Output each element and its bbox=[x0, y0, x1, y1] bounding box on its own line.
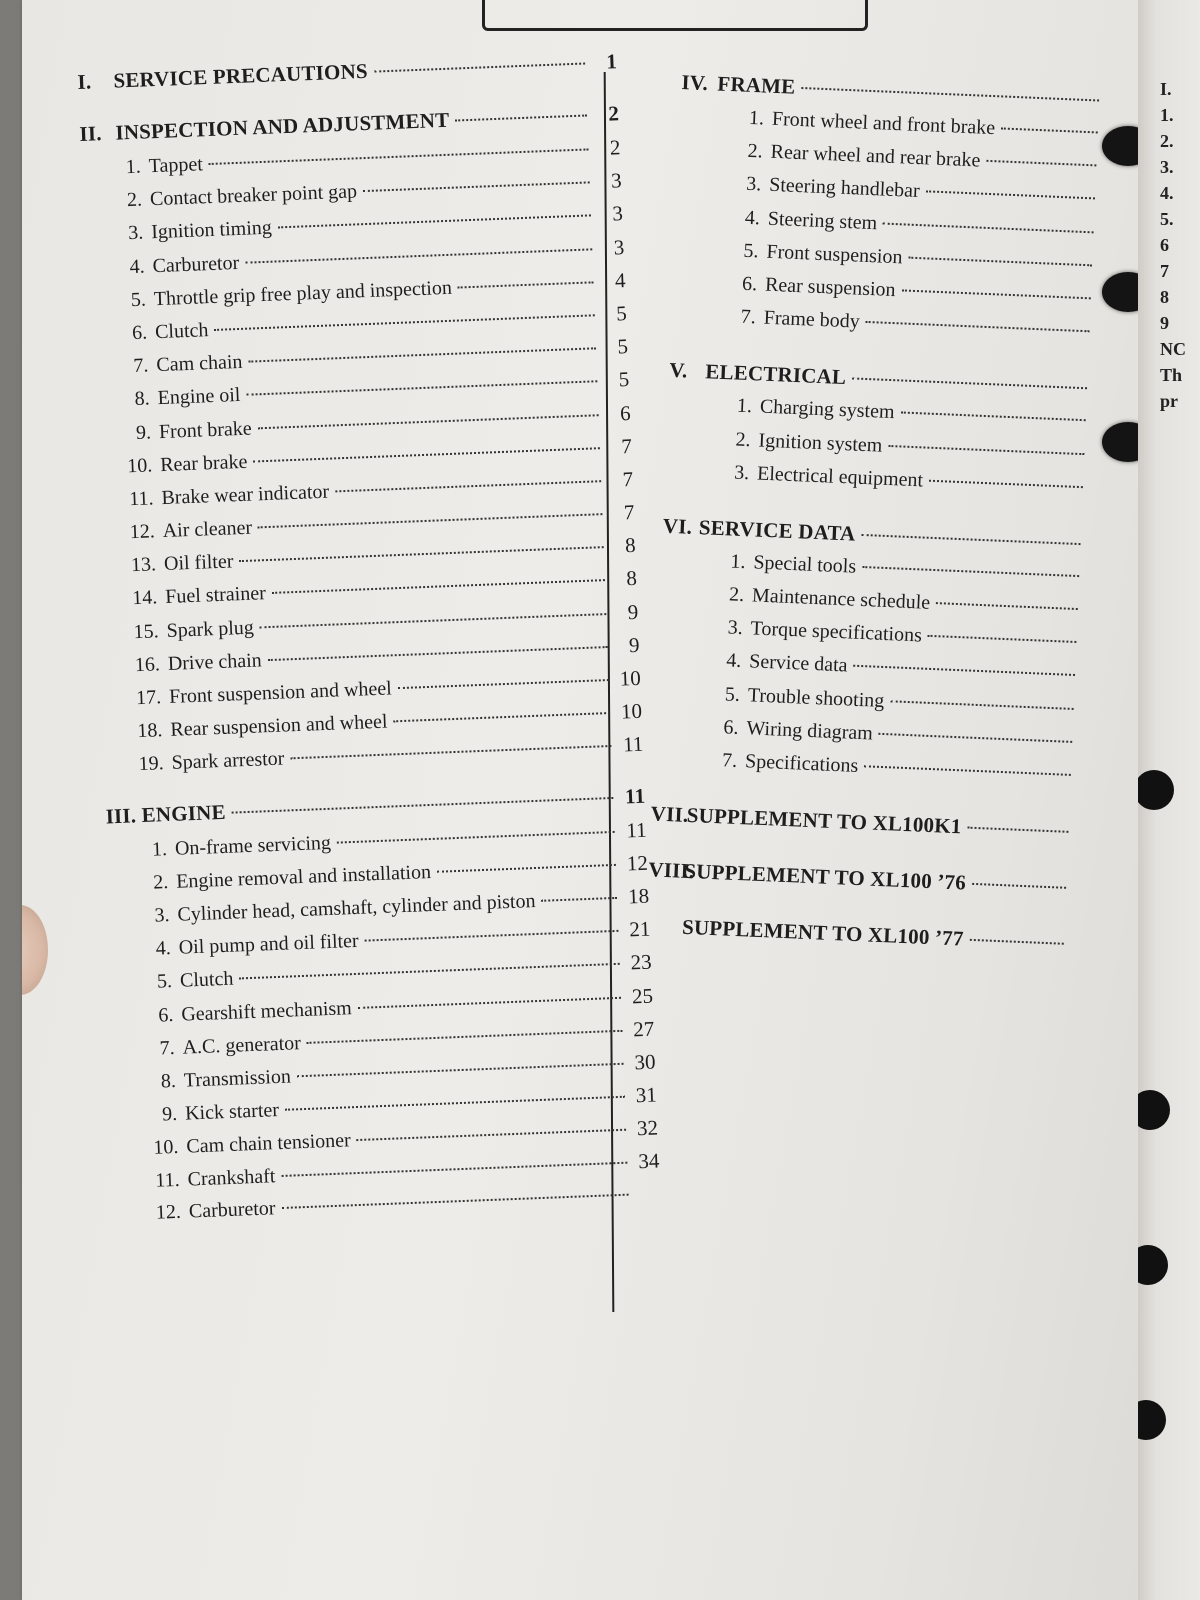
entry-number: 10. bbox=[153, 1136, 179, 1160]
entry-number: 3. bbox=[154, 904, 170, 927]
dot-leader bbox=[246, 381, 597, 396]
entry-title: Contact breaker point gap bbox=[149, 180, 358, 211]
dot-leader bbox=[967, 827, 1068, 833]
dot-leader bbox=[209, 148, 589, 165]
entry-title: Gearshift mechanism bbox=[180, 996, 353, 1026]
entry-number: 19. bbox=[138, 752, 165, 776]
entry-title: Rear brake bbox=[159, 450, 248, 476]
entry-number: 7. bbox=[740, 305, 757, 329]
entry-page-number: 3 bbox=[610, 168, 623, 193]
dot-leader bbox=[866, 321, 1090, 332]
entry-title: Brake wear indicator bbox=[161, 480, 330, 509]
entry-title: Crankshaft bbox=[187, 1165, 276, 1191]
dot-leader bbox=[260, 613, 607, 628]
entry-page-number: 21 bbox=[628, 916, 651, 942]
dot-leader bbox=[926, 191, 1095, 200]
dot-leader bbox=[861, 534, 1080, 545]
entry-number: 4. bbox=[129, 255, 146, 278]
dot-leader bbox=[972, 883, 1066, 889]
entry-title: Engine oil bbox=[157, 384, 241, 410]
section-page-number bbox=[1072, 894, 1098, 895]
dot-leader bbox=[268, 646, 608, 661]
entry-title: Steering handlebar bbox=[768, 174, 921, 203]
entry-number: 1. bbox=[151, 837, 168, 861]
edge-text-fragment: 3. bbox=[1160, 157, 1174, 177]
entry-title: Oil filter bbox=[163, 550, 234, 576]
section-title: SUPPLEMENT TO XL100 ’77 bbox=[681, 914, 965, 951]
entry-title: Cam chain tensioner bbox=[185, 1129, 352, 1158]
entry-number: 11. bbox=[128, 487, 154, 511]
entry-page-number bbox=[1102, 172, 1128, 173]
entry-title: Service data bbox=[748, 650, 848, 677]
entry-title: Charging system bbox=[759, 395, 895, 424]
entry-page-number bbox=[1078, 748, 1104, 749]
edge-text-fragment: 6 bbox=[1160, 235, 1169, 255]
entry-page-number bbox=[1082, 649, 1108, 650]
entry-page-number: 2 bbox=[609, 135, 621, 160]
entry-title: Drive chain bbox=[167, 649, 263, 675]
dot-leader bbox=[801, 87, 1099, 101]
entry-title: Rear suspension bbox=[764, 273, 896, 302]
entry-page-number bbox=[1099, 238, 1125, 239]
dot-leader bbox=[900, 412, 1085, 422]
entry-title: Rear wheel and rear brake bbox=[770, 140, 981, 172]
section-page-number bbox=[1074, 838, 1100, 839]
section-page-number bbox=[1093, 395, 1119, 396]
entry-title: Engine removal and installation bbox=[175, 860, 432, 893]
entry-title: Front suspension and wheel bbox=[168, 677, 393, 708]
dot-leader bbox=[1001, 127, 1098, 133]
entry-page-number: 8 bbox=[624, 533, 637, 558]
entry-page-number bbox=[1101, 205, 1127, 206]
entry-title: Front brake bbox=[158, 417, 253, 443]
dot-leader bbox=[258, 414, 599, 429]
dot-leader bbox=[890, 700, 1073, 710]
entry-title: Specifications bbox=[744, 750, 859, 777]
next-page-text bbox=[1160, 80, 1186, 418]
dot-leader bbox=[901, 289, 1090, 299]
dot-leader bbox=[374, 62, 585, 72]
entry-title: Electrical equipment bbox=[756, 462, 924, 492]
entry-title: On-frame servicing bbox=[174, 831, 332, 860]
dot-leader bbox=[285, 1096, 625, 1111]
entry-title: Carburetor bbox=[152, 251, 240, 277]
entry-page-number: 32 bbox=[636, 1115, 659, 1141]
dot-leader bbox=[398, 679, 609, 689]
entry-number: 12. bbox=[155, 1200, 182, 1224]
entry-page-number: 11 bbox=[622, 732, 644, 757]
section-title: ELECTRICAL bbox=[704, 359, 847, 390]
entry-number: 1. bbox=[125, 155, 142, 179]
dot-leader bbox=[278, 215, 591, 229]
entry-title: Trouble shooting bbox=[747, 683, 885, 712]
dot-leader bbox=[290, 745, 611, 759]
toc-left-column bbox=[77, 49, 661, 1236]
dot-leader bbox=[335, 480, 601, 492]
dot-leader bbox=[357, 1129, 626, 1141]
section-page-number bbox=[1105, 107, 1131, 108]
manual-page bbox=[22, 0, 1140, 1600]
entry-number: 6. bbox=[131, 321, 148, 345]
entry-number: 14. bbox=[131, 586, 158, 610]
section-title: FRAME bbox=[716, 71, 796, 99]
section-number: VI. bbox=[662, 513, 693, 539]
entry-number: 1. bbox=[748, 106, 765, 130]
entry-page-number: 30 bbox=[634, 1049, 656, 1075]
entry-page-number bbox=[1095, 338, 1121, 339]
dot-leader bbox=[214, 314, 594, 331]
section-number: I. bbox=[77, 69, 92, 94]
edge-text-fragment: Th bbox=[1160, 365, 1183, 385]
entry-title: Wiring diagram bbox=[746, 717, 874, 745]
section-number: III. bbox=[105, 802, 137, 829]
edge-text-fragment: 2. bbox=[1160, 131, 1174, 151]
stamp-box bbox=[482, 0, 868, 31]
entry-number: 7. bbox=[159, 1036, 176, 1060]
entry-page-number: 3 bbox=[611, 201, 624, 226]
entry-number: 8. bbox=[134, 387, 151, 411]
entry-number: 1. bbox=[736, 394, 753, 418]
dot-leader bbox=[358, 996, 621, 1008]
entry-page-number: 10 bbox=[619, 665, 642, 691]
entry-title: Oil pump and oil filter bbox=[178, 929, 360, 959]
entry-page-number: 18 bbox=[627, 883, 650, 909]
entry-number: 16. bbox=[134, 653, 161, 677]
section-number: II. bbox=[78, 121, 103, 146]
entry-number: 7. bbox=[132, 354, 149, 378]
edge-text-fragment: 1. bbox=[1160, 105, 1174, 125]
entry-number: 4. bbox=[155, 937, 172, 960]
dot-leader bbox=[883, 222, 1093, 233]
entry-page-number: 34 bbox=[637, 1148, 660, 1174]
finger bbox=[22, 905, 48, 995]
entry-title: Kick starter bbox=[184, 1099, 280, 1125]
dot-leader bbox=[232, 797, 614, 814]
section-number bbox=[646, 932, 682, 934]
section-title: ENGINE bbox=[141, 799, 227, 827]
entry-page-number: 6 bbox=[619, 400, 632, 425]
entry-title: Maintenance schedule bbox=[751, 584, 931, 614]
entry-page-number: 25 bbox=[631, 983, 654, 1008]
dot-leader bbox=[363, 182, 590, 193]
entry-page-number: 9 bbox=[628, 632, 640, 658]
dot-leader bbox=[239, 546, 603, 562]
entry-number: 2. bbox=[152, 870, 169, 894]
entry-title: Steering stem bbox=[767, 207, 878, 234]
entry-title: Clutch bbox=[179, 967, 234, 993]
entry-number: 6. bbox=[723, 716, 739, 739]
entry-number: 7. bbox=[721, 749, 738, 772]
entry-page-number: 5 bbox=[615, 301, 628, 326]
dot-leader bbox=[862, 566, 1079, 577]
dot-leader bbox=[455, 114, 587, 121]
dot-leader bbox=[853, 665, 1075, 676]
entry-page-number: 3 bbox=[613, 234, 625, 260]
entry-page-number bbox=[1089, 493, 1115, 494]
dot-leader bbox=[239, 963, 619, 980]
entry-title: Cam chain bbox=[155, 350, 243, 377]
entry-page-number: 11 bbox=[625, 817, 648, 843]
entry-title: Spark plug bbox=[166, 616, 255, 642]
entry-page-number: 10 bbox=[620, 698, 643, 724]
dot-leader bbox=[281, 1193, 628, 1208]
dot-leader bbox=[936, 602, 1078, 610]
section-title: SUPPLEMENT TO XL100 ’76 bbox=[683, 859, 967, 895]
entry-page-number bbox=[1077, 781, 1103, 782]
entry-page-number: 27 bbox=[632, 1016, 655, 1042]
dot-leader bbox=[888, 444, 1084, 454]
edge-text-fragment: I. bbox=[1160, 79, 1172, 99]
entry-page-number: 7 bbox=[622, 466, 634, 492]
entry-page-number: 12 bbox=[626, 850, 649, 876]
dot-leader bbox=[253, 447, 600, 462]
entry-title: Throttle grip free play and inspection bbox=[153, 276, 453, 310]
section-page-number bbox=[1086, 550, 1112, 551]
dot-leader bbox=[307, 1029, 623, 1043]
entry-number: 6. bbox=[741, 272, 758, 296]
entry-title: Clutch bbox=[154, 319, 209, 344]
edge-text-fragment: 7 bbox=[1160, 261, 1169, 281]
binder-hole bbox=[1138, 1090, 1170, 1130]
entry-number: 5. bbox=[130, 288, 147, 311]
edge-text-fragment: 4. bbox=[1160, 183, 1174, 203]
entry-page-number: 5 bbox=[617, 334, 629, 359]
edge-text-fragment: 5. bbox=[1160, 209, 1174, 229]
dot-leader bbox=[437, 864, 616, 873]
dot-leader bbox=[458, 281, 594, 288]
binder-hole bbox=[1138, 1400, 1166, 1440]
entry-page-number: 23 bbox=[630, 949, 653, 975]
entry-number: 5. bbox=[724, 682, 741, 706]
entry-number: 2. bbox=[735, 428, 752, 451]
entry-page-number: 7 bbox=[620, 433, 633, 459]
entry-title: A.C. generator bbox=[182, 1031, 302, 1059]
entry-title: Tappet bbox=[148, 153, 204, 178]
entry-number: 2. bbox=[126, 188, 143, 212]
entry-number: 9. bbox=[161, 1102, 178, 1126]
entry-number: 4. bbox=[744, 206, 761, 229]
section-number: IV. bbox=[680, 70, 709, 96]
section-number: V. bbox=[668, 358, 689, 383]
dot-leader bbox=[864, 765, 1071, 776]
toc-right-column bbox=[645, 70, 1131, 966]
section-title: SERVICE PRECAUTIONS bbox=[112, 58, 369, 93]
entry-title: Rear suspension and wheel bbox=[169, 710, 388, 742]
entry-title: Carburetor bbox=[188, 1196, 276, 1223]
entry-page-number bbox=[1085, 582, 1111, 583]
dot-leader bbox=[928, 635, 1077, 643]
dot-leader bbox=[393, 712, 610, 722]
dot-leader bbox=[281, 1162, 627, 1177]
entry-page-number bbox=[635, 1199, 661, 1200]
dot-leader bbox=[970, 939, 1064, 945]
entry-number: 2. bbox=[747, 140, 764, 163]
entry-page-number: 31 bbox=[635, 1082, 658, 1108]
entry-page-number bbox=[1090, 460, 1116, 461]
edge-text-fragment: 9 bbox=[1160, 313, 1169, 333]
entry-number: 4. bbox=[725, 649, 742, 673]
section-title: SERVICE DATA bbox=[698, 514, 856, 546]
section-title: SUPPLEMENT TO XL100K1 bbox=[686, 803, 963, 839]
entry-number: 15. bbox=[133, 619, 160, 643]
entry-number: 17. bbox=[135, 686, 162, 710]
entry-page-number: 5 bbox=[618, 367, 630, 392]
entry-page-number: 8 bbox=[625, 566, 638, 591]
entry-page-number bbox=[1079, 715, 1105, 716]
dot-leader bbox=[879, 733, 1073, 743]
entry-title: Fuel strainer bbox=[164, 582, 267, 609]
dot-leader bbox=[272, 580, 605, 595]
entry-title: Torque specifications bbox=[750, 617, 923, 647]
entry-title: Spark arrestor bbox=[171, 747, 285, 775]
section-number: VIII. bbox=[647, 857, 695, 884]
edge-text-fragment: pr bbox=[1160, 391, 1178, 411]
dot-leader bbox=[986, 160, 1096, 167]
entry-number: 12. bbox=[129, 520, 156, 544]
entry-title: Cylinder head, camshaft, cylinder and piston bbox=[177, 889, 536, 926]
entry-page-number bbox=[1084, 615, 1110, 616]
binder-hole bbox=[1138, 1245, 1168, 1285]
dot-leader bbox=[248, 347, 596, 362]
section-number: VII. bbox=[650, 801, 689, 828]
entry-number: 13. bbox=[130, 553, 157, 577]
entry-number: 3. bbox=[733, 461, 750, 484]
entry-number: 5. bbox=[156, 970, 173, 993]
entry-number: 6. bbox=[157, 1003, 174, 1027]
entry-title: Ignition system bbox=[758, 429, 883, 457]
section-page-number: 2 bbox=[607, 101, 620, 126]
dot-leader bbox=[245, 248, 592, 263]
entry-number: 11. bbox=[155, 1169, 181, 1193]
entry-number: 18. bbox=[137, 719, 163, 743]
section-title: INSPECTION AND ADJUSTMENT bbox=[114, 107, 450, 145]
section-page-number: 1 bbox=[605, 49, 618, 74]
dot-leader bbox=[337, 830, 615, 843]
section-page-number: 11 bbox=[624, 783, 646, 809]
entry-number: 8. bbox=[160, 1069, 177, 1093]
entry-title: Frame body bbox=[763, 306, 861, 333]
edge-text-fragment: 8 bbox=[1160, 287, 1169, 307]
entry-number: 1. bbox=[730, 550, 746, 573]
entry-title: Transmission bbox=[183, 1065, 292, 1092]
dot-leader bbox=[852, 378, 1087, 390]
entry-title: Ignition timing bbox=[150, 217, 273, 244]
entry-page-number bbox=[1081, 682, 1107, 683]
dot-leader bbox=[258, 513, 602, 528]
entry-page-number: 7 bbox=[623, 500, 635, 525]
entry-number: 5. bbox=[743, 239, 759, 263]
entry-page-number: 9 bbox=[627, 599, 639, 624]
edge-text-fragment: NC bbox=[1160, 339, 1186, 359]
section-page-number bbox=[1069, 950, 1095, 951]
entry-title: Special tools bbox=[752, 551, 857, 578]
entry-title: Front wheel and front brake bbox=[771, 107, 996, 140]
entry-number: 2. bbox=[728, 583, 745, 607]
dot-leader bbox=[541, 897, 617, 902]
entry-number: 9. bbox=[135, 420, 152, 444]
entry-number: 3. bbox=[745, 173, 762, 196]
binder-hole bbox=[1138, 770, 1174, 810]
entry-page-number: 4 bbox=[614, 267, 626, 293]
entry-title: Air cleaner bbox=[162, 516, 253, 543]
entry-number: 3. bbox=[727, 616, 744, 640]
dot-leader bbox=[365, 930, 619, 942]
dot-leader bbox=[297, 1063, 624, 1078]
entry-title: Front suspension bbox=[766, 240, 903, 269]
entry-number: 3. bbox=[127, 221, 144, 245]
entry-number: 10. bbox=[126, 454, 153, 478]
dot-leader bbox=[929, 479, 1083, 487]
dot-leader bbox=[908, 256, 1092, 266]
